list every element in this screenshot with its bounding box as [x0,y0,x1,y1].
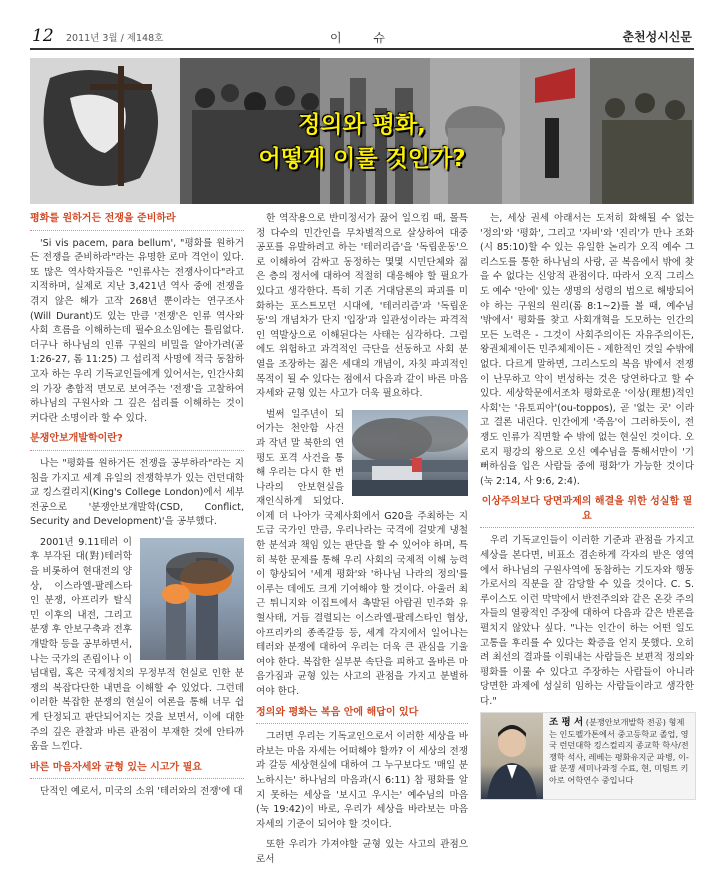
subheading-gospel-answer: 정의와 평화는 복음 안에 해답이 있다 [256,706,468,725]
subheading-prepare-war: 평화를 원하거든 전쟁을 준비하라 [30,212,244,231]
column-1 [30,212,244,806]
paragraph: 또한 우리가 가져야할 균형 있는 사고의 관점으로서 [256,839,468,865]
author-profile [480,712,696,800]
banner-collage [30,58,694,204]
subheading-right-mind: 바른 마음자세와 균형 있는 시고가 필요 [30,761,244,780]
subheading-csd: 분쟁안보개발학이란? [30,432,244,451]
paragraph: 그러면 우리는 기독교인으로서 이러한 세상을 바라보는 마음 자세는 어떠해야 할까? 이 세상의 전쟁과 갈등 세상현실에 대하여 그 누구보다도 '매일 분노하시는' 하나님의 마음과(시 6:11) 참 평화를 알지 못하는 세상을 '보시고 우시는' 예수님의 마음(눅 19:42)이 바로, 우리가 세상을 바라보는 마음 자세의 기준이 되어야 할 것이다. [256,731,468,830]
paragraph: 는, 세상 권세 아래서는 도저히 화해될 수 없는 '정의'와 '평화', 그리고 '자비'와 '진리'가 만나 조화(시 85:10)할 수 있는 유일한 논리가 오직 예수 그리스도를 통한 하나님의 사랑, 곧 복음에서 밖에 찾을 수 없다는 신앙적 관점이다. 따라서 오직 그리스도 예수 '안에' 있는 생명의 성령의 법으로 해방되어야 하는 구원의 원리(롬 8:1~2)를 볼 때, 예수님 '밖에서' 평화를 찾고 사회개혁을 도모하는 인간의 모든 노력은 - 그것이 사회주의이든 자유주의이든, 왕권체제이든 민주체제이든 - 제한적인 것일 수밖에 없다. 다르게 말하면, 그리스도의 복음 밖에서 전쟁이 난무하고 악이 번성하는 것은 당연하다고 할 수 있다. 세상학문에서조차 평화로운 '이상(理想)적인 사회'는 '유토피아'(ou-toppos), 곧 '없는 곳' 이라고 결론 내린다. 인간에게 '죽음'이 그러하듯이, 전쟁도 인류가 직면할 수 밖에 없는 현실인 것이다. 오로지 평강의 왕으로 오신 예수님을 통해서만이 '기뻐하심을 입은 사람들 중에 평화'가 가능한 것이다(눅 2:14, 사 9:6, 2:4). [480,213,694,487]
issue-date: 2011년 3월 / 제148호 [66,33,164,44]
paragraph: 벌써 일주년이 되어가는 천안함 사건과 작년 말 북한의 연평도 포격 사건을 통해 우리는 다시 한 번 나라의 안보현실을 재인식하게 되었다. 이제 더 나아가 국제사회에서 G20을 주최하는 지도급 국가인 만큼, 우리나라는 국격에 걸맞게 냉철한 분석과 책임 있는 판단을 할 수 있어야 하며, 특히 북한 문제를 통해 우리 사회의 국제적 이해 능력이 향상되어 '세계 평화'와 '하나님 나라의 정의'를 이루는 데에도 크게 기여해야 할 것이다. 아울러 최근 튀니지와 이집트에서 촉발된 아랍권 민주화 유혈사태, 거듭 결렬되는 이스라엘-팔레스타인 협상, 아프리카의 종족갈등 등, 세계 각지에서 일어나는 테러와 분쟁에 대하여 우리는 더욱 큰 관심을 기울여야 한다. 복잡한 실부분 속단을 피하고 올바른 마음가짐과 균형 있는 사고의 관점을 가지고 분별하여야 한다. [256,408,468,697]
author-photo [481,713,543,799]
paragraph: 한 역작용으로 반미정서가 끓어 일으킴 때, 몰특정 다수의 민간인을 무차별적으로 살상하여 대중 공포를 유발하려고 하는 '테러리즘'을 '독립운동'으로 이해하여 감싸고 동정하는 몇몇 시민단체와 젊은 층의 정서에 대하여 적절히 대응해야 할 필요가 있다고 생각한다. 특히 기존 거대담론의 파괴를 미화하는 포스트모던 시대에, '테러리즘'과 '독립운동'의 개념차가 단지 '입장'과 일관성이라는 파격적인 역발상으로 이해된다는 사태는 심각하다. 그럼에도 위험하고 과격적인 극단을 선동하고 사회 분열을 조장하는 젊은 세대의 개념이, 자칫 파괴적인 목적이 될 수 있다는 점에서 다음과 같이 바른 마음자세와 균형 있는 사고가 더욱 필요하다. [256,213,468,400]
paragraph: 나는 "평화를 원하거든 전쟁을 공부하라"라는 지침을 가지고 세계 유일의 전쟁학부가 있는 런던대학교 킹스컬리지(King's College London)에서 세부전공으로 '분쟁안보개발학(CSD, Conflict, Security and Development)'을 공부했다. [30,457,244,528]
author-bio [549,717,691,787]
column-3 [480,212,694,716]
wtc-photo [140,538,244,660]
author-description: (분쟁안보개발학 전공) 형제는 인도펠가톤에서 중고등학교 졸업, 영국 런던대학 킹스컬리지 종교학 학사/전쟁학 석사, 레베는 평화유지군 파병, 이-팔 분쟁 세미나과정 수료, 현, 미팀트 키아로 어학연수 중입니다 [549,717,689,785]
author-name: 조 평 서 [549,717,584,728]
page-header [0,0,720,50]
newspaper-name: 춘천성시신문 [622,30,692,44]
page-number: 12 [32,26,54,46]
paragraph: 우리 기독교인들이 이러한 기준과 관점을 가지고 세상을 본다면, 비표소 겸손하게 각자의 받은 영역에서 하나님의 구원사역에 동참하는 기도자와 행동가로서의 직분을 잘 감당할 수 있을 것이다. C. S. 루이스도 이런 막막에서 반전주의와 같은 온갖 주의자들의 열광적인 주장에 대하여 다음과 같은 반론을 펼치지 않았나 싶다. "나는 인간이 하는 어떤 일도 고통을 후리를 수 있다는 확증을 얻지 못했다. 오히려 최선의 결과를 이뤄내는 사람들은 보편적 정의와 평화를 이룰 수 있다고 주장하는 사람들이 아니라 당면한 과제에 성실히 임하는 사람들이라고 생각한다." [480,535,694,707]
header-rule [30,48,694,50]
banner-title-line2: 어떻게 이룰 것인가? [258,146,466,172]
column-2 [256,212,468,874]
paragraph: 단적인 예로서, 미국의 소위 '테러와의 전쟁'에 대 [40,786,243,798]
section-title: 이 슈 [330,31,399,45]
yeonpyeong-photo [352,410,468,496]
subheading-faithfulness: 이상주의보다 당면과제의 해결을 위한 성실함 필요 [480,495,694,528]
paragraph: 2001년 9.11테러 이후 부각된 대(對)테러학을 비롯하여 현대전의 양상, 이스라엘-팔레스타인 분쟁, 아프리카 탈식민 이후의 내전, 그리고 분쟁 후 안보구축과 전후 개발학 등을 공부하면서, 나는 국가의 존립이나 이념대립, 혹은 국제정치의 무정부적 현실로 인한 분쟁의 복잡다단한 내면을 이해할 수 있었다. 그런데 이러한 복잡한 분쟁의 현실이 여론을 통해 너무 쉽게 단정되고 판단되어지는 것을 보면서, 이에 대한 주의 깊은 관찰과 바른 관점이 부재한 것에 안타까움을 느낀다. [30,536,244,753]
paragraph: 'Si vis pacem, para bellum', "평화를 원하거든 전쟁을 준비하라"라는 유명한 로마 격언이 있다. 또 많은 역사학자들은 "인류사는 전쟁사이다"라고 지적하며, 실제로 지난 3,421년 역사 중에 전쟁을 겪지 않은 해가 고작 268년 뿐이라는 연구조사(Will Durant)도 있는 만큼 '전쟁'은 인류 역사와 사회 흐름을 이해하는데 필수요소임에는 틀림없다. 더구나 하나님의 인류 구원의 비밀을 알아가려(골 1:26-27, 롬 11:25) 그 섭리적 사명에 적극 동참하고자 하는 우리 기독교인들에게 있어서는, 인간사회의 가장 총합적 면모로 보여주는 '전쟁'을 고찰하여 하나님의 구원사와 그 깊은 섭리를 이해하는 것이 커다란 소명이라 할 수 있다. [30,237,244,424]
banner-title-line1: 정의와 평화, [298,112,426,138]
